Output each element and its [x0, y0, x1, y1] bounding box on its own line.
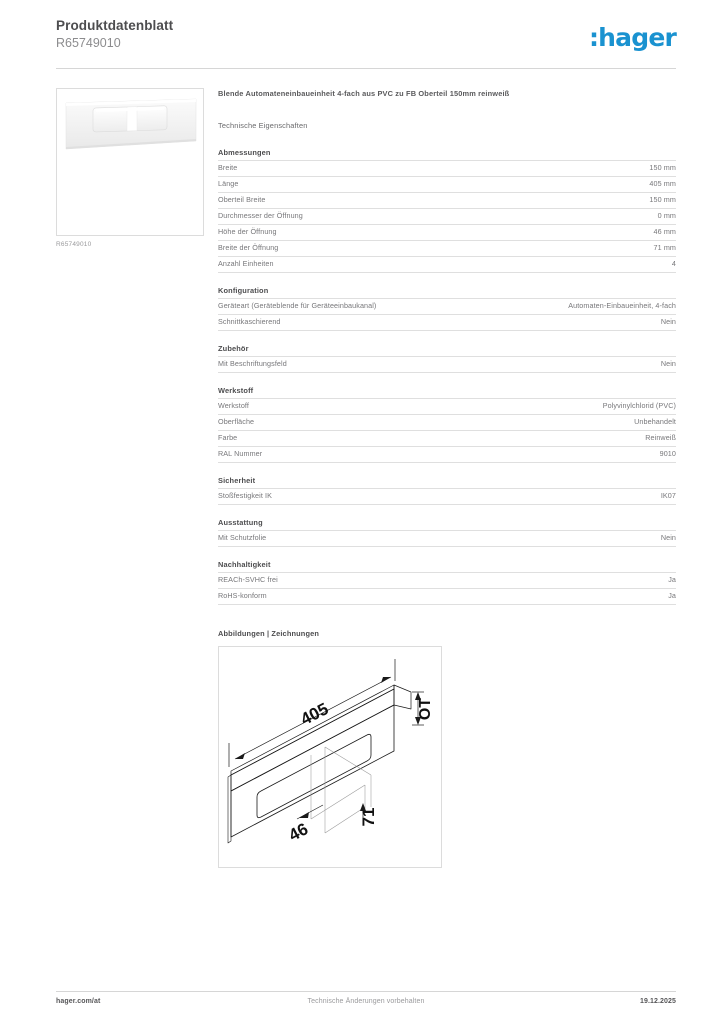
- spec-key: Oberteil Breite: [218, 193, 447, 209]
- technical-properties-heading: Technische Eigenschaften: [218, 121, 308, 130]
- table-row: [218, 489, 676, 505]
- header-divider: [56, 68, 676, 69]
- spec-key: Breite: [218, 161, 447, 177]
- table-row: [218, 161, 676, 177]
- page-title: Produktdatenblatt: [56, 18, 174, 33]
- article-number: R65749010: [56, 36, 121, 50]
- table-row: [218, 193, 676, 209]
- spec-group-title: Nachhaltigkeit: [218, 560, 271, 569]
- spec-key: Geräteart (Geräteblende für Geräteeinbaukanal): [218, 299, 447, 315]
- table-row: [218, 299, 676, 315]
- spec-group-title: Werkstoff: [218, 386, 254, 395]
- table-row: [218, 225, 676, 241]
- spec-value: Reinweiß: [447, 431, 676, 447]
- table-row: [218, 257, 676, 273]
- spec-key: Breite der Öffnung: [218, 241, 447, 257]
- table-row: [218, 447, 676, 463]
- spec-key: Schnittkaschierend: [218, 315, 447, 331]
- table-row: [218, 399, 676, 415]
- spec-value: 9010: [447, 447, 676, 463]
- hager-logo: :hager: [588, 23, 676, 52]
- spec-table: [218, 488, 676, 505]
- spec-value: 150 mm: [447, 193, 676, 209]
- technical-drawing-icon: [219, 647, 441, 867]
- spec-group-title: Zubehör: [218, 344, 249, 353]
- spec-group: [218, 148, 676, 273]
- spec-table: [218, 356, 676, 373]
- spec-value: IK07: [447, 489, 676, 505]
- table-row: [218, 589, 676, 605]
- spec-value: Ja: [447, 573, 676, 589]
- product-photo-icon: [63, 97, 199, 152]
- footer-disclaimer: Technische Änderungen vorbehalten: [307, 998, 425, 1005]
- technical-drawing-frame: [218, 646, 442, 868]
- dimension-label-46: 46: [285, 819, 312, 845]
- spec-value: Unbehandelt: [447, 415, 676, 431]
- dimension-label-405: 405: [297, 699, 332, 730]
- spec-table: [218, 298, 676, 331]
- spec-key: Mit Beschriftungsfeld: [218, 357, 447, 373]
- dimension-label-71: 71: [359, 807, 378, 827]
- spec-value: Nein: [447, 357, 676, 373]
- spec-groups: [218, 148, 676, 605]
- spec-key: Höhe der Öffnung: [218, 225, 447, 241]
- spec-value: Nein: [447, 531, 676, 547]
- product-name: Blende Automateneinbaueinheit 4-fach aus PVC zu FB Oberteil 150mm reinweiß: [218, 89, 510, 98]
- spec-value: Nein: [447, 315, 676, 331]
- spec-key: RAL Nummer: [218, 447, 447, 463]
- footer-date: 19.12.2025: [639, 998, 676, 1005]
- spec-table: [218, 398, 676, 463]
- table-row: [218, 177, 676, 193]
- product-figure: [56, 88, 204, 248]
- spec-group-title: Konfiguration: [218, 286, 269, 295]
- spec-value: 71 mm: [447, 241, 676, 257]
- spec-key: Mit Schutzfolie: [218, 531, 447, 547]
- spec-value: Polyvinylchlorid (PVC): [447, 399, 676, 415]
- footer-divider: [56, 991, 676, 992]
- spec-group: [218, 386, 676, 463]
- spec-key: Stoßfestigkeit IK: [218, 489, 447, 505]
- page-footer: [56, 998, 676, 1012]
- spec-group-title: Sicherheit: [218, 476, 256, 485]
- spec-group: [218, 560, 676, 605]
- spec-group: [218, 518, 676, 547]
- spec-content: [218, 88, 676, 868]
- drawings-heading: Abbildungen | Zeichnungen: [218, 629, 320, 638]
- spec-value: Automaten-Einbaueinheit, 4-fach: [447, 299, 676, 315]
- spec-key: RoHS-konform: [218, 589, 447, 605]
- spec-value: 4: [447, 257, 676, 273]
- spec-group: [218, 344, 676, 373]
- table-row: [218, 241, 676, 257]
- table-row: [218, 431, 676, 447]
- dimension-label-ot: OT: [417, 697, 434, 721]
- spec-group-title: Ausstattung: [218, 518, 263, 527]
- table-row: [218, 573, 676, 589]
- product-image-frame: [56, 88, 204, 236]
- page-header: [56, 18, 676, 68]
- spec-group-title: Abmessungen: [218, 148, 271, 157]
- table-row: [218, 531, 676, 547]
- spec-table: [218, 160, 676, 273]
- table-row: [218, 315, 676, 331]
- spec-value: 405 mm: [447, 177, 676, 193]
- spec-key: Farbe: [218, 431, 447, 447]
- spec-table: [218, 530, 676, 547]
- spec-value: Ja: [447, 589, 676, 605]
- spec-key: REACh-SVHC frei: [218, 573, 447, 589]
- table-row: [218, 209, 676, 225]
- spec-group: [218, 476, 676, 505]
- spec-key: Länge: [218, 177, 447, 193]
- product-image-caption: R65749010: [56, 241, 92, 248]
- spec-group: [218, 286, 676, 331]
- spec-key: Durchmesser der Öffnung: [218, 209, 447, 225]
- table-row: [218, 415, 676, 431]
- footer-website[interactable]: hager.com/at: [56, 998, 101, 1005]
- table-row: [218, 357, 676, 373]
- spec-value: 46 mm: [447, 225, 676, 241]
- spec-key: Oberfläche: [218, 415, 447, 431]
- spec-key: Werkstoff: [218, 399, 447, 415]
- spec-table: [218, 572, 676, 605]
- spec-key: Anzahl Einheiten: [218, 257, 447, 273]
- spec-value: 150 mm: [447, 161, 676, 177]
- spec-value: 0 mm: [447, 209, 676, 225]
